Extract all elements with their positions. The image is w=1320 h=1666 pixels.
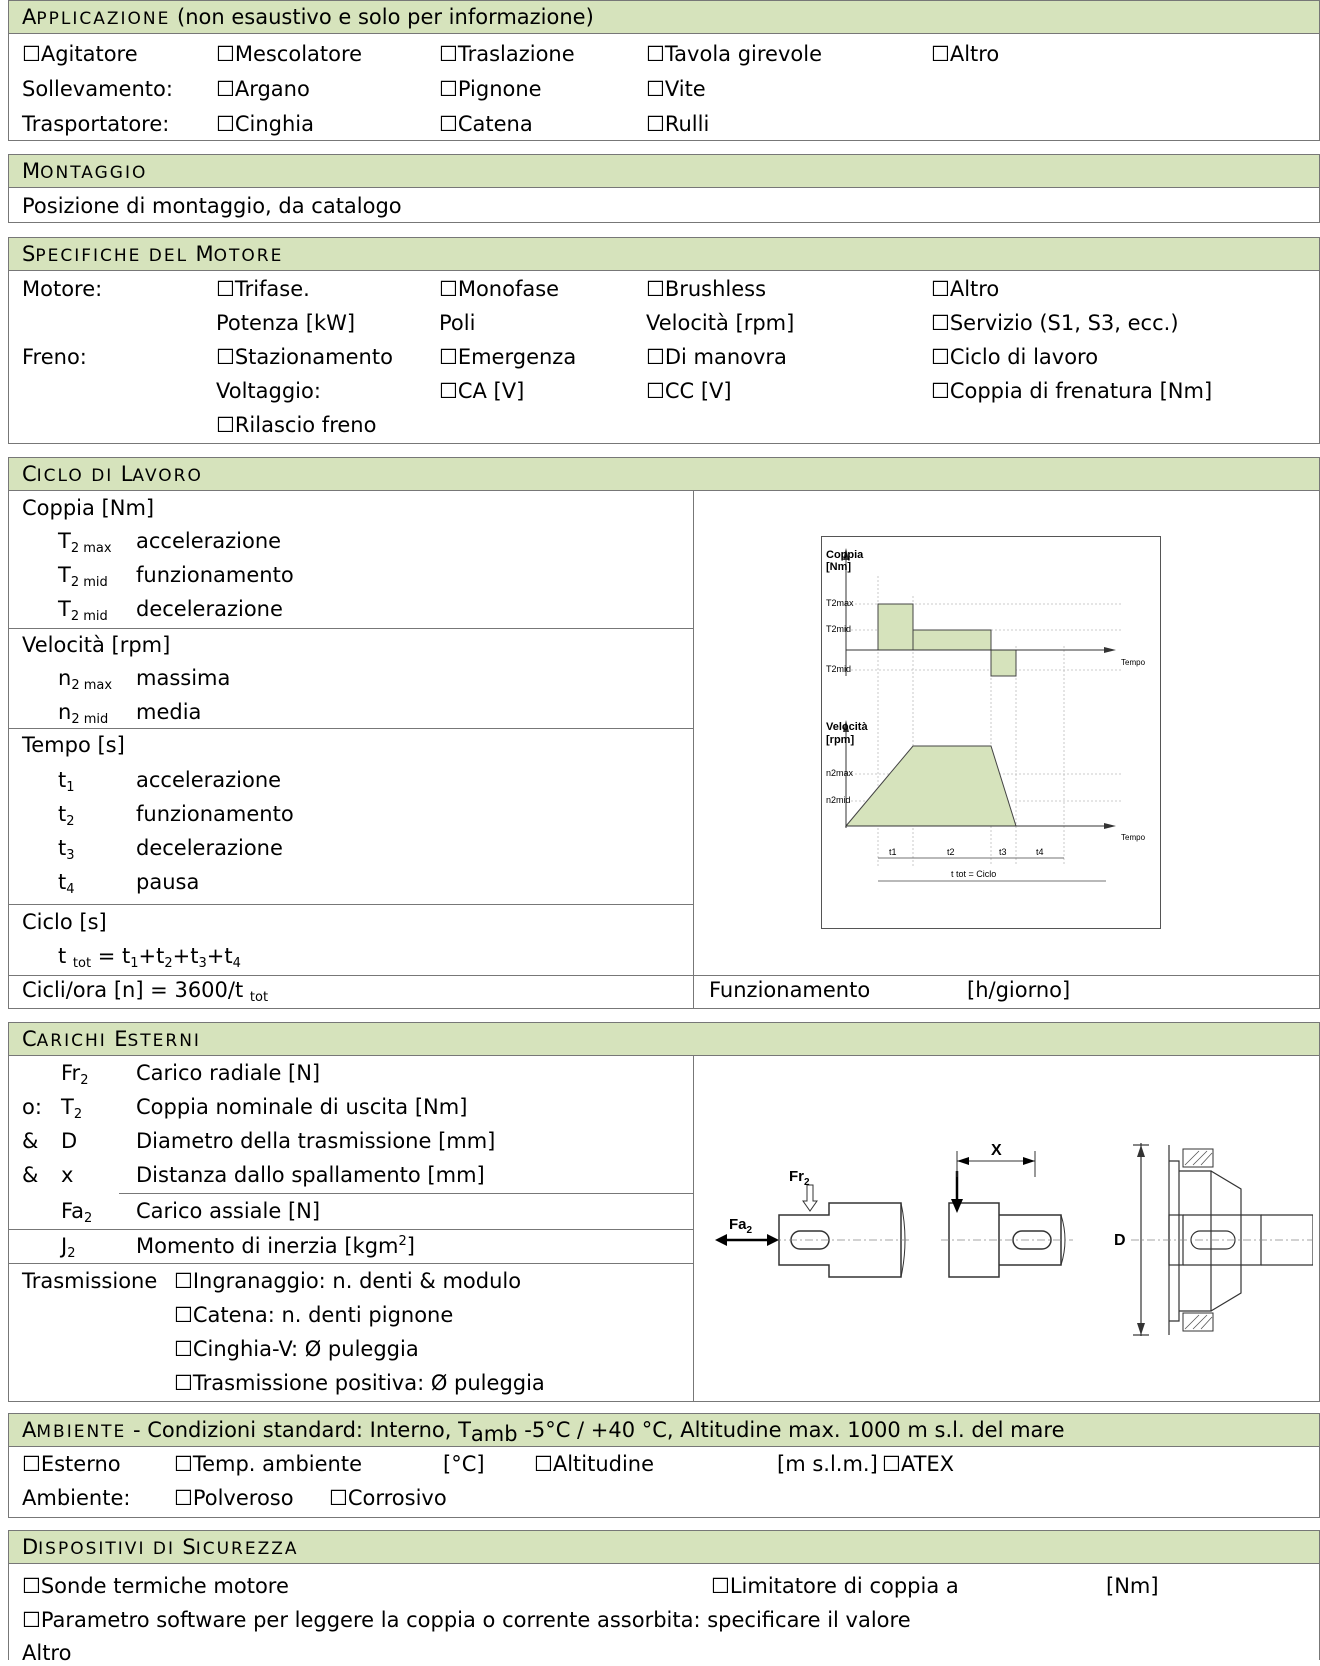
diag-fr: $Fr_2$: [789, 1168, 810, 1188]
diag-t2max: T2max: [826, 598, 854, 608]
sym-t2max: $T_{2 max}$: [58, 529, 112, 556]
label-funzionamento: Funzionamento: [709, 978, 871, 1002]
label-trasmissione: Trasmissione: [22, 1269, 158, 1293]
label-tempo: Tempo [s]: [22, 733, 125, 757]
desc-decelerazione: decelerazione: [136, 597, 283, 621]
checkbox-corrosivo[interactable]: ☐Corrosivo: [329, 1486, 447, 1510]
checkbox-traslazione[interactable]: ☐Traslazione: [439, 42, 575, 66]
diag-t2: t2: [947, 847, 955, 857]
label-motore: Motore:: [22, 277, 103, 301]
diag-n2max: n2max: [826, 768, 854, 778]
section-header-applicazione: APPLICAZIONE (non esaustivo e solo per informazione): [8, 0, 1320, 34]
label-altro: Altro: [22, 1641, 72, 1665]
montaggio-text: Posizione di montaggio, da catalogo: [22, 194, 402, 218]
checkbox-trasmissione-positiva[interactable]: ☐Trasmissione positiva: Ø puleggia: [174, 1371, 545, 1395]
checkbox-vite[interactable]: ☐Vite: [646, 77, 706, 101]
desc-carico-radiale: Carico radiale [N]: [136, 1061, 321, 1085]
desc-distanza: Distanza dallo spallamento [mm]: [136, 1163, 485, 1187]
checkbox-catena[interactable]: ☐Catena: [439, 112, 533, 136]
checkbox-parametro-software[interactable]: ☐Parametro software per leggere la coppia o corrente assorbita: specificare il valore: [22, 1608, 911, 1632]
section-montaggio: [8, 188, 1320, 223]
label-ambiente: Ambiente:: [22, 1486, 131, 1510]
diag-n2mid: n2mid: [826, 795, 851, 805]
diag-x: X: [991, 1142, 1002, 1159]
desc-funzionamento: funzionamento: [136, 563, 294, 587]
desc-t3: decelerazione: [136, 836, 283, 860]
sym-j2: $J_2$: [61, 1234, 76, 1261]
label-poli: Poli: [439, 311, 476, 335]
checkbox-coppia-frenatura[interactable]: ☐Coppia di frenatura [Nm]: [931, 379, 1213, 403]
section-header-motore: SPECIFICHE DEL MOTORE: [8, 237, 1320, 271]
checkbox-motore-altro[interactable]: ☐Altro: [931, 277, 1000, 301]
sym-n2max: $n_{2 max}$: [58, 666, 113, 693]
checkbox-monofase[interactable]: ☐Monofase: [439, 277, 560, 301]
label-sollevamento: Sollevamento:: [22, 77, 173, 101]
formula-cicli-ora: Cicli/ora [n] = 3600/t $_{tot}$: [22, 978, 269, 1005]
diag-t4: t4: [1036, 847, 1044, 857]
label-freno: Freno:: [22, 345, 87, 369]
diag-fa: $Fa_2$: [729, 1216, 753, 1236]
checkbox-polveroso[interactable]: ☐Polveroso: [174, 1486, 294, 1510]
checkbox-ciclo-di-lavoro[interactable]: ☐Ciclo di lavoro: [931, 345, 1099, 369]
checkbox-tavola-girevole[interactable]: ☐Tavola girevole: [646, 42, 822, 66]
section-sicurezza: [8, 1564, 1320, 1665]
section-header-ambiente: AMBIENTE - Condizioni standard: Interno, $T_{amb}$ -5°C / +40 °C, Altitudine max. 1000 m s.l. del mare: [8, 1413, 1320, 1447]
label-h-giorno: [h/giorno]: [967, 978, 1071, 1002]
desc-accelerazione: accelerazione: [136, 529, 282, 553]
checkbox-ca[interactable]: ☐CA [V]: [439, 379, 525, 403]
label-potenza: Potenza [kW]: [216, 311, 356, 335]
label-coppia: Coppia [Nm]: [22, 496, 155, 520]
sym-t2: $T_2$: [61, 1095, 83, 1122]
label-velocita: Velocità [rpm]: [646, 311, 795, 335]
checkbox-pignone[interactable]: ☐Pignone: [439, 77, 542, 101]
diag-tempo-b: Tempo: [1121, 833, 1146, 842]
checkbox-argano[interactable]: ☐Argano: [216, 77, 310, 101]
section-header-ciclo: CICLO DI LAVORO: [8, 457, 1320, 491]
sym-n2mid: $n_{2 mid}$: [58, 700, 109, 727]
sym-t4: $t_4$: [58, 870, 75, 897]
diag-t2mid-a: T2mid: [826, 624, 852, 634]
label-trasportatore: Trasportatore:: [22, 112, 170, 136]
section-ambiente: [8, 1447, 1320, 1518]
desc-t4: pausa: [136, 870, 200, 894]
pre-row-2: &: [22, 1129, 39, 1153]
diag-t2mid-b: T2mid: [826, 664, 852, 674]
diag-nm: [Nm]: [826, 561, 852, 573]
desc-momento-inerzia: Momento di inerzia [kgm$^2$]: [136, 1234, 415, 1258]
section-applicazione: [8, 34, 1320, 141]
pre-row-1: o:: [22, 1095, 42, 1119]
checkbox-catena-pignone[interactable]: ☐Catena: n. denti pignone: [174, 1303, 454, 1327]
checkbox-atex[interactable]: ☐ATEX: [882, 1452, 955, 1476]
label-ciclo-s: Ciclo [s]: [22, 910, 107, 934]
label-msl: [m s.l.m.]: [777, 1452, 878, 1476]
diag-t3: t3: [999, 847, 1007, 857]
checkbox-esterno[interactable]: ☐Esterno: [22, 1452, 121, 1476]
checkbox-rulli[interactable]: ☐Rulli: [646, 112, 710, 136]
diag-velocita: Velocità: [826, 721, 868, 733]
sym-d: D: [61, 1129, 78, 1153]
sym-t2: $t_2$: [58, 802, 75, 829]
desc-massima: massima: [136, 666, 231, 690]
diag-rpm: [rpm]: [826, 734, 855, 746]
checkbox-cc[interactable]: ☐CC [V]: [646, 379, 732, 403]
label-velocita-rpm: Velocità [rpm]: [22, 633, 171, 657]
checkbox-di-manovra[interactable]: ☐Di manovra: [646, 345, 787, 369]
sym-x: x: [61, 1163, 74, 1187]
checkbox-sonde-termiche[interactable]: ☐Sonde termiche motore: [22, 1574, 289, 1598]
checkbox-limitatore-coppia[interactable]: ☐Limitatore di coppia a: [711, 1574, 959, 1598]
section-motore: [8, 271, 1320, 444]
sym-t2mid-a: $T_{2 mid}$: [58, 563, 108, 590]
section-header-sicurezza: DISPOSITIVI DI SICUREZZA: [8, 1530, 1320, 1564]
diag-tempo-a: Tempo: [1121, 658, 1146, 667]
desc-diametro: Diametro della trasmissione [mm]: [136, 1129, 496, 1153]
checkbox-cinghia[interactable]: ☐Cinghia: [216, 112, 314, 136]
shaft-load-diagram: [701, 1141, 1313, 1349]
diag-coppia: Coppia: [826, 549, 864, 561]
sym-fa2: $Fa_2$: [61, 1199, 93, 1226]
section-ciclo: [8, 491, 1320, 1009]
diag-t1: t1: [889, 847, 897, 857]
label-sicurezza-nm: [Nm]: [1106, 1574, 1159, 1598]
checkbox-cinghia-v[interactable]: ☐Cinghia-V: Ø puleggia: [174, 1337, 419, 1361]
checkbox-altitudine[interactable]: ☐Altitudine: [534, 1452, 655, 1476]
sym-t1: $t_1$: [58, 768, 75, 795]
desc-coppia-nominale: Coppia nominale di uscita [Nm]: [136, 1095, 468, 1119]
label-voltaggio: Voltaggio:: [216, 379, 321, 403]
label-gradi: [°C]: [443, 1452, 485, 1476]
section-header-carichi: CARICHI ESTERNI: [8, 1022, 1320, 1056]
checkbox-ingranaggio[interactable]: ☐Ingranaggio: n. denti & modulo: [174, 1269, 522, 1293]
diag-d: D: [1114, 1232, 1126, 1249]
sym-t2mid-b: $T_{2 mid}$: [58, 597, 108, 624]
checkbox-temp-ambiente[interactable]: ☐Temp. ambiente: [174, 1452, 363, 1476]
checkbox-servizio[interactable]: ☐Servizio (S1, S3, ecc.): [931, 311, 1179, 335]
checkbox-altro[interactable]: ☐Altro: [931, 42, 1000, 66]
formula-ttot: t $_{tot} = t_1+t_2+t_3+t_4$: [58, 944, 241, 971]
checkbox-mescolatore[interactable]: ☐Mescolatore: [216, 42, 363, 66]
checkbox-trifase[interactable]: ☐Trifase.: [216, 277, 310, 301]
section-carichi: [8, 1056, 1320, 1402]
checkbox-emergenza[interactable]: ☐Emergenza: [439, 345, 577, 369]
checkbox-agitatore[interactable]: ☐Agitatore: [22, 42, 138, 66]
checkbox-stazionamento[interactable]: ☐Stazionamento: [216, 345, 393, 369]
sym-fr2: $Fr_2$: [61, 1061, 89, 1088]
desc-t1: accelerazione: [136, 768, 282, 792]
diag-ttot: t tot = Ciclo: [951, 869, 997, 879]
desc-t2: funzionamento: [136, 802, 294, 826]
duty-cycle-diagram: [821, 536, 1161, 929]
desc-carico-assiale: Carico assiale [N]: [136, 1199, 321, 1223]
checkbox-brushless[interactable]: ☐Brushless: [646, 277, 767, 301]
sym-t3: $t_3$: [58, 836, 75, 863]
desc-media: media: [136, 700, 202, 724]
checkbox-rilascio-freno[interactable]: ☐Rilascio freno: [216, 413, 377, 437]
pre-row-3: &: [22, 1163, 39, 1187]
section-header-montaggio: MONTAGGIO: [8, 154, 1320, 188]
